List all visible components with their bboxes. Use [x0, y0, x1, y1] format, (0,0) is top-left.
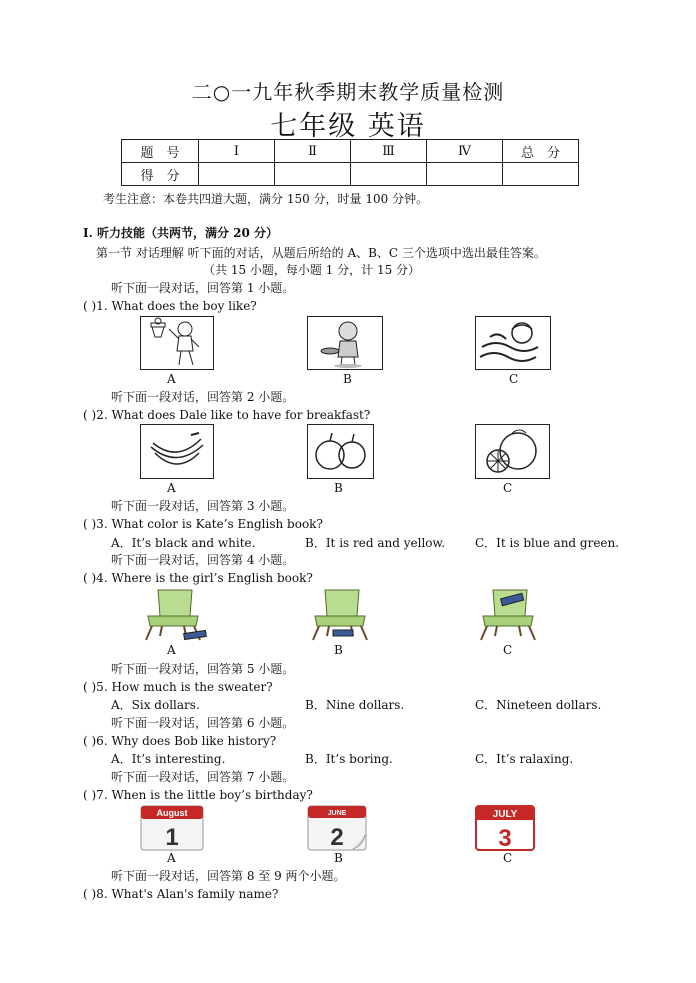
question-1: ( )1. What does the boy like?: [83, 299, 257, 313]
score-cell[interactable]: [503, 163, 579, 186]
section-heading: I. 听力技能（共两节，满分 20 分）: [83, 226, 279, 240]
option-a: A．Six dollars.: [111, 698, 200, 712]
option-label: A: [167, 851, 176, 865]
score-cell[interactable]: [275, 163, 351, 186]
calendar-month: August: [156, 808, 188, 818]
exam-subtitle: 七年级 英语: [270, 111, 426, 142]
chair-book-middle-icon: [307, 586, 379, 642]
question-7: ( )7. When is the little boy’s birthday?: [83, 788, 313, 802]
chair-image: [307, 586, 379, 642]
option-label: B: [343, 372, 352, 386]
score-table-header-row: [122, 140, 579, 163]
calendar-month: JULY: [492, 809, 518, 820]
listening-instruction: 听下面一段对话，回答第 6 小题。: [111, 716, 295, 730]
question-6: ( )6. Why does Bob like history?: [83, 734, 277, 748]
calendar-month: JUNE: [327, 810, 347, 817]
option-b: B．Nine dollars.: [305, 698, 405, 712]
swimming-boy-image: [475, 316, 551, 370]
calendar-icon: [475, 805, 535, 851]
option-label: B: [334, 643, 343, 657]
chair-image: [475, 586, 547, 642]
basketball-icon: [141, 317, 213, 369]
exam-notice: 考生注意：本卷共四道大题，满分 150 分，时量 100 分钟。: [103, 192, 429, 206]
listening-instruction: 听下面一段对话，回答第 8 至 9 两个小题。: [111, 869, 346, 883]
option-b: B．It’s boring.: [305, 752, 393, 766]
score-cell: Ⅲ: [351, 140, 427, 163]
option-c: C．It’s ralaxing.: [475, 752, 574, 766]
option-b: B．It is red and yellow.: [305, 536, 446, 550]
apple-icon: [308, 425, 373, 478]
option-c: C．Nineteen dollars.: [475, 698, 602, 712]
question-4: ( )4. Where is the girl’s English book?: [83, 571, 313, 585]
chair-image: [140, 586, 212, 642]
score-cell[interactable]: [199, 163, 275, 186]
question-8: ( )8. What's Alan's family name?: [83, 887, 279, 901]
eating-boy-image: [307, 316, 383, 370]
question-3: ( )3. What color is Kate’s English book?: [83, 517, 323, 531]
calendar-july: [475, 805, 535, 851]
option-label: C: [503, 481, 513, 495]
question-5: ( )5. How much is the sweater?: [83, 680, 273, 694]
calendar-icon: [140, 805, 204, 851]
oranges-image: [475, 424, 550, 479]
calendar-day: 2: [330, 824, 344, 851]
score-cell: 得 分: [122, 163, 199, 186]
listening-instruction: 听下面一段对话，回答第 3 小题。: [111, 499, 295, 513]
score-cell[interactable]: [351, 163, 427, 186]
score-table-score-row: [122, 163, 579, 186]
exam-title: 二○一九年秋季期末教学质量检测: [191, 80, 505, 104]
score-cell: 题 号: [122, 140, 199, 163]
calendar-june: [307, 805, 367, 851]
banana-icon: [141, 425, 213, 478]
option-label: C: [509, 372, 519, 386]
chair-book-on-icon: [475, 586, 547, 642]
listening-instruction: 听下面一段对话，回答第 7 小题。: [111, 770, 295, 784]
part1-scoring: （共 15 小题，每小题 1 分，计 15 分）: [203, 263, 421, 277]
option-label: B: [334, 481, 343, 495]
listening-instruction: 听下面一段对话，回答第 1 小题。: [111, 281, 295, 295]
calendar-august: [140, 805, 204, 851]
score-cell: Ⅰ: [199, 140, 275, 163]
basketball-boy-image: [140, 316, 214, 370]
listening-instruction: 听下面一段对话，回答第 2 小题。: [111, 390, 295, 404]
score-cell: Ⅳ: [427, 140, 503, 163]
option-label: A: [167, 481, 176, 495]
option-a: A．It’s black and white.: [111, 536, 256, 550]
score-table: [121, 139, 579, 186]
apples-image: [307, 424, 374, 479]
option-label: C: [503, 643, 513, 657]
bananas-image: [140, 424, 214, 479]
calendar-day: 1: [165, 824, 179, 851]
score-cell[interactable]: [427, 163, 503, 186]
part1-instruction: 第一节 对话理解 听下面的对话，从题后所给的 A、B、C 三个选项中选出最佳答案。: [96, 246, 546, 260]
score-cell: Ⅱ: [275, 140, 351, 163]
option-label: C: [503, 851, 513, 865]
calendar-icon: [307, 805, 367, 851]
swimmer-icon: [476, 317, 550, 369]
orange-icon: [476, 425, 549, 478]
listening-instruction: 听下面一段对话，回答第 5 小题。: [111, 662, 295, 676]
question-2: ( )2. What does Dale like to have for breakfast?: [83, 408, 371, 422]
listening-instruction: 听下面一段对话，回答第 4 小题。: [111, 553, 295, 567]
option-label: B: [334, 851, 343, 865]
chair-book-under-icon: [140, 586, 212, 642]
option-a: A．It’s interesting.: [111, 752, 226, 766]
option-label: A: [167, 643, 176, 657]
option-c: C．It is blue and green.: [475, 536, 620, 550]
boy-icon: [308, 317, 382, 369]
calendar-day: 3: [498, 825, 512, 851]
score-cell: 总 分: [503, 140, 579, 163]
option-label: A: [167, 372, 176, 386]
